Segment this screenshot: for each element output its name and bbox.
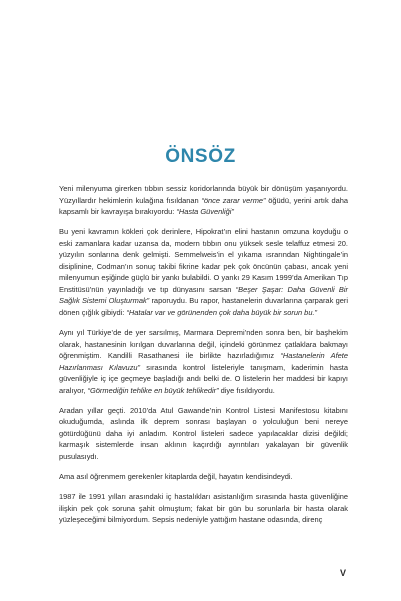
text-run: Aynı yıl Türkiye’de de yer sarsılmış, Marmara Depremi’nden sonra ben, bir başhekim olarak, hastanesinin kırılgan duvarlarına değil, içindeki görünmez çatlaklara bakmayı öğrenmiştim. Kandilli Rasathanesi ile birlikte hazırladığımız: [59, 328, 348, 361]
paragraph-6: [59, 491, 348, 526]
page-number: V: [340, 568, 347, 578]
text-run: öğüdü, yerini artık daha kapsamlı bir kavrayışa bırakıyordu:: [59, 195, 348, 217]
text-run: Ama asıl öğrenmem gerekenler kitaplarda değil, hayatın kendisindeydi.: [59, 472, 293, 482]
text-run: diye fısıldıyordu.: [218, 385, 275, 395]
text-run: 1987 ile 1991 yılları arasındaki iç hastalıkları asistanlığım sırasında hasta güvenliğine ilişkin pek çok soruna şahit olmuştum; fakat bir gün bu sorunlarla bir hasta olarak yüzleşeceğimi bilmiyordum. Sepsis nedeniyle yattığım hastane odasında, direnç: [59, 492, 348, 525]
text-run: Yeni milenyuma girerken tıbbın sessiz koridorlarında büyük bir dönüşüm yaşanıyordu. Yüzyıllardır hekimlerin kulağına fısıldanan: [59, 184, 348, 205]
paragraph-2: [59, 226, 348, 318]
text-run-italic: “önce zarar verme”: [201, 195, 266, 205]
paragraph-1: [59, 183, 348, 218]
text-run: Bu yeni kavramın kökleri çok derinlere, Hipokrat’ın elini hastanın omzuna koyduğu o eski zamanlara kadar uzansa da, modern tıbbın onu yüksek sesle telaffuz etmesi 20. yüzyılın sonlarına denk gelmişti. Semmelweis’in el yıkama ısrarından Nightingale’in disiplinine, Codman’ın sonuç takibi fikrine kadar pek çok öncünün çabası, ancak yeni milenyumun eşiğinde güçlü bir yankı bulabildi. O yankı 29 Kasım 1999’da Amerikan Tıp Enstitüsü’nün yayınladığı ve tıp dünyasını sarsan: [59, 227, 348, 294]
paragraph-4: [59, 405, 348, 463]
paragraph-3: [59, 327, 348, 396]
text-run-italic: “Hatalar var ve görünenden çok daha büyük bir sorun bu.”: [126, 307, 317, 317]
text-run-italic: “Hasta Güvenliği”: [176, 207, 234, 217]
text-run-italic: “Görmediğin tehlike en büyük tehlikedir”: [87, 385, 219, 395]
text-run: raporuydu. Bu rapor, hastanelerin duvarlarına çarparak geri dönen çığlık gibiydi:: [59, 296, 348, 317]
page-title: ÖNSÖZ: [165, 146, 236, 167]
text-run: Aradan yıllar geçti. 2010’da Atul Gawande’nin Kontrol Listesi Manifestosu kitabını okuduğumda, aslında ilk deprem sonrası başlayan o yolculuğun beni nereye götürdüğünü daha iyi anladım. Kontrol listeleri sadece yapılacaklar dizisi değildi; karmaşık sistemlerde insan aklının kaçırdığı ayrıntıları yakalayan bir güvenlik pusulasıydı.: [59, 405, 348, 461]
foreword-body: [59, 183, 348, 534]
paragraph-5: [59, 471, 348, 483]
text-run-italic: “Beşer Şaşar: Daha Güvenli Bir Sağlık Sistemi Oluşturmak”: [59, 284, 348, 306]
text-run-italic: “Hastanelerin Afete Hazırlanması Kılavuzu”: [59, 351, 349, 372]
text-run: sırasında kontrol listeleriyle tanışmam, kaderimin hasta güvenliğiyle iç içe geçmeye başladığı andı belki de. O listelerin her maddesi bir kapıyı aralıyor,: [59, 362, 348, 395]
